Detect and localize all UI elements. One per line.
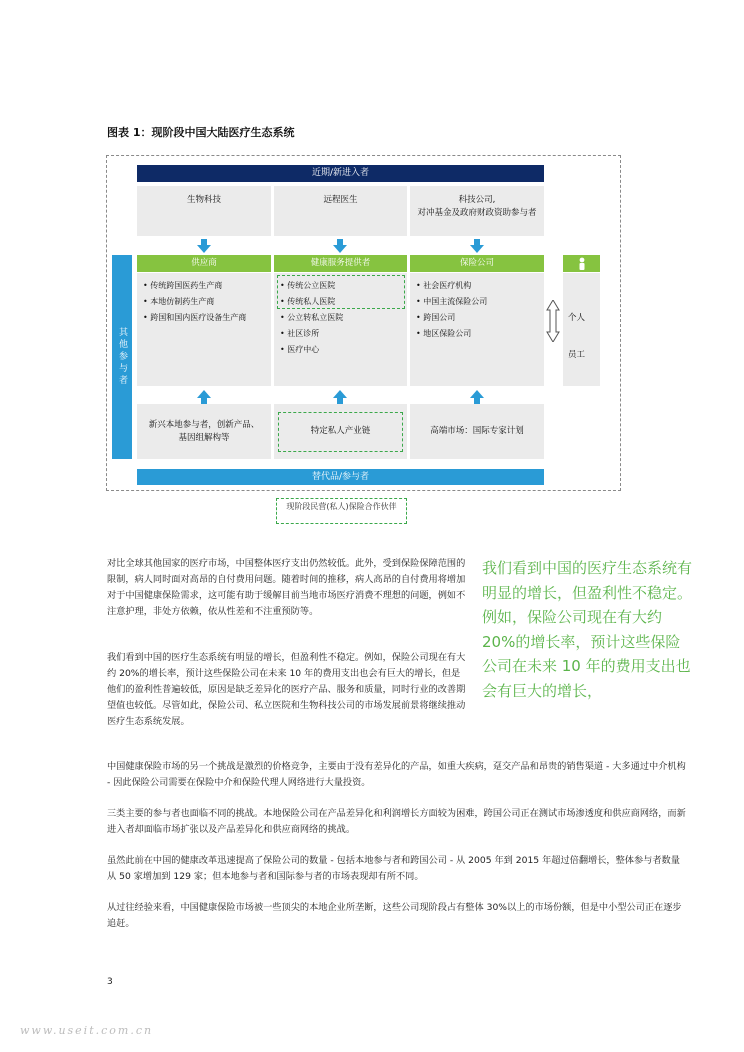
top-box-biotech	[137, 186, 271, 236]
paragraph-5: 虽然此前在中国的健康改革迅速提高了保险公司的数量 - 包括本地参与者和跨国公司 - 从 2005 年到 2015 年超过倍翻增长，整体参与者数量从 50 家增加到 129 家；但本地参与者和国际参与者的市场表现却有所不同。	[107, 855, 680, 882]
column-header-insurers: 保险公司	[410, 255, 544, 272]
arrow-down-icon	[333, 245, 347, 253]
bottom-box-line1: 高端市场：国际专家计划	[430, 426, 524, 436]
bottom-box-line1: 新兴本地参与者，创新产品、	[148, 419, 260, 430]
legend-note: 现阶段民营(私人)保险合作伙伴	[276, 498, 407, 524]
column-suppliers	[137, 273, 271, 386]
bottom-box-high-end	[410, 404, 544, 459]
private-chain-highlight	[278, 412, 403, 452]
arrow-down-icon	[197, 245, 211, 253]
list-item: • 传统跨国医药生产商	[143, 278, 265, 294]
column-header-providers: 健康服务提供者	[274, 255, 407, 272]
list-item: • 医疗中心	[280, 342, 401, 358]
top-box-line2: 对冲基金及政府财政资助参与者	[417, 208, 537, 218]
list-item: • 跨国公司	[416, 310, 538, 326]
paragraph-4: 三类主要的参与者也面临不同的挑战。本地保险公司在产品差异化和利润增长方面较为困难，跨国公司正在测试市场渗透度和供应商网络，而新进入者却面临市场扩张以及产品差异化和供应商网络的挑战。	[107, 808, 686, 835]
list-item: • 传统公立医院	[280, 278, 401, 294]
column-insurers	[410, 273, 544, 386]
individual-label: 个人	[568, 313, 586, 323]
top-box-line1: 生物科技	[186, 195, 221, 205]
person-icon	[577, 257, 587, 274]
watermark: www.useit.com.cn	[20, 1024, 154, 1037]
paragraph-6: 从过往经验来看，中国健康保险市场被一些顶尖的本地企业所垄断，这些公司现阶段占有整体 30%以上的市场份额，但是中小型公司正在逐步追赶。	[107, 902, 682, 929]
list-item: • 本地仿制药生产商	[143, 294, 265, 310]
list-item: • 公立转私立医院	[280, 310, 401, 326]
arrow-up-icon	[197, 390, 211, 398]
pull-quote: 我们看到中国的医疗生态系统有明显的增长，但盈利性不稳定。例如，保险公司现在有大约 20%的增长率，预计这些保险公司在未来 10 年的费用支出也会有巨大的增长，	[482, 559, 693, 700]
bottom-box-local-innovators	[137, 404, 271, 459]
column-header-suppliers: 供应商	[137, 255, 271, 272]
page-number: 3	[107, 977, 113, 987]
figure-title: 图表 1：现阶段中国大陆医疗生态系统	[107, 126, 295, 139]
person-column	[563, 273, 600, 386]
list-item: • 传统私人医院	[280, 294, 401, 310]
arrow-up-icon	[470, 390, 484, 398]
list-item: • 社会医疗机构	[416, 278, 538, 294]
bottom-box-line1: 特定私人产业链	[310, 426, 371, 436]
top-box-line1: 科技公司,	[458, 195, 496, 205]
arrow-up-icon	[333, 390, 347, 398]
top-box-tech-funds	[410, 186, 544, 236]
list-item: • 跨国和国内医疗设备生产商	[143, 310, 265, 326]
top-box-line1: 远程医生	[323, 195, 358, 205]
private-partner-highlight	[277, 275, 405, 309]
substitutes-bar: 替代品/参与者	[137, 469, 544, 485]
double-arrow-icon	[546, 300, 560, 342]
employee-label: 员工	[568, 350, 586, 360]
list-item: • 社区诊所	[280, 326, 401, 342]
list-item: • 中国主流保险公司	[416, 294, 538, 310]
bottom-box-line2: 基因组解构等	[178, 432, 230, 443]
other-participants-bar: 其他参与者	[112, 255, 132, 459]
arrow-down-icon	[470, 245, 484, 253]
paragraph-2: 我们看到中国的医疗生态系统有明显的增长，但盈利性不稳定。例如，保险公司现在有大约 20%的增长率，预计这些保险公司在未来 10 年的费用支出也会有巨大的增长，但是他们的盈利性普遍较低，原因是缺乏差异化的医疗产品、服务和质量，同时行业的改善期望值也较低。尽管如此，保险公司、私立医院和生物科技公司的市场发展前景将继续推动医疗生态系统发展。	[107, 652, 466, 727]
top-box-telemedicine	[274, 186, 407, 236]
new-entrants-bar: 近期/新进入者	[137, 165, 544, 182]
paragraph-3: 中国健康保险市场的另一个挑战是激烈的价格竞争，主要由于没有差异化的产品，如重大疾病，趸交产品和昂贵的销售渠道 - 大多通过中介机构 - 因此保险公司需要在保险中介和保险代理人网络进行大量投资。	[107, 761, 686, 788]
paragraph-1: 对比全球其他国家的医疗市场，中国整体医疗支出仍然较低。此外，受到保险保障范围的限制，病人同时面对高昂的自付费用问题。随着时间的推移，病人高昂的自付费用将增加对于中国健康保险需求，这可能有助于缓解目前当地市场医疗消费不理想的问题，例如不注意护理，非处方依赖，依从性差和不注重预防等。	[107, 558, 466, 617]
list-item: • 地区保险公司	[416, 326, 538, 342]
